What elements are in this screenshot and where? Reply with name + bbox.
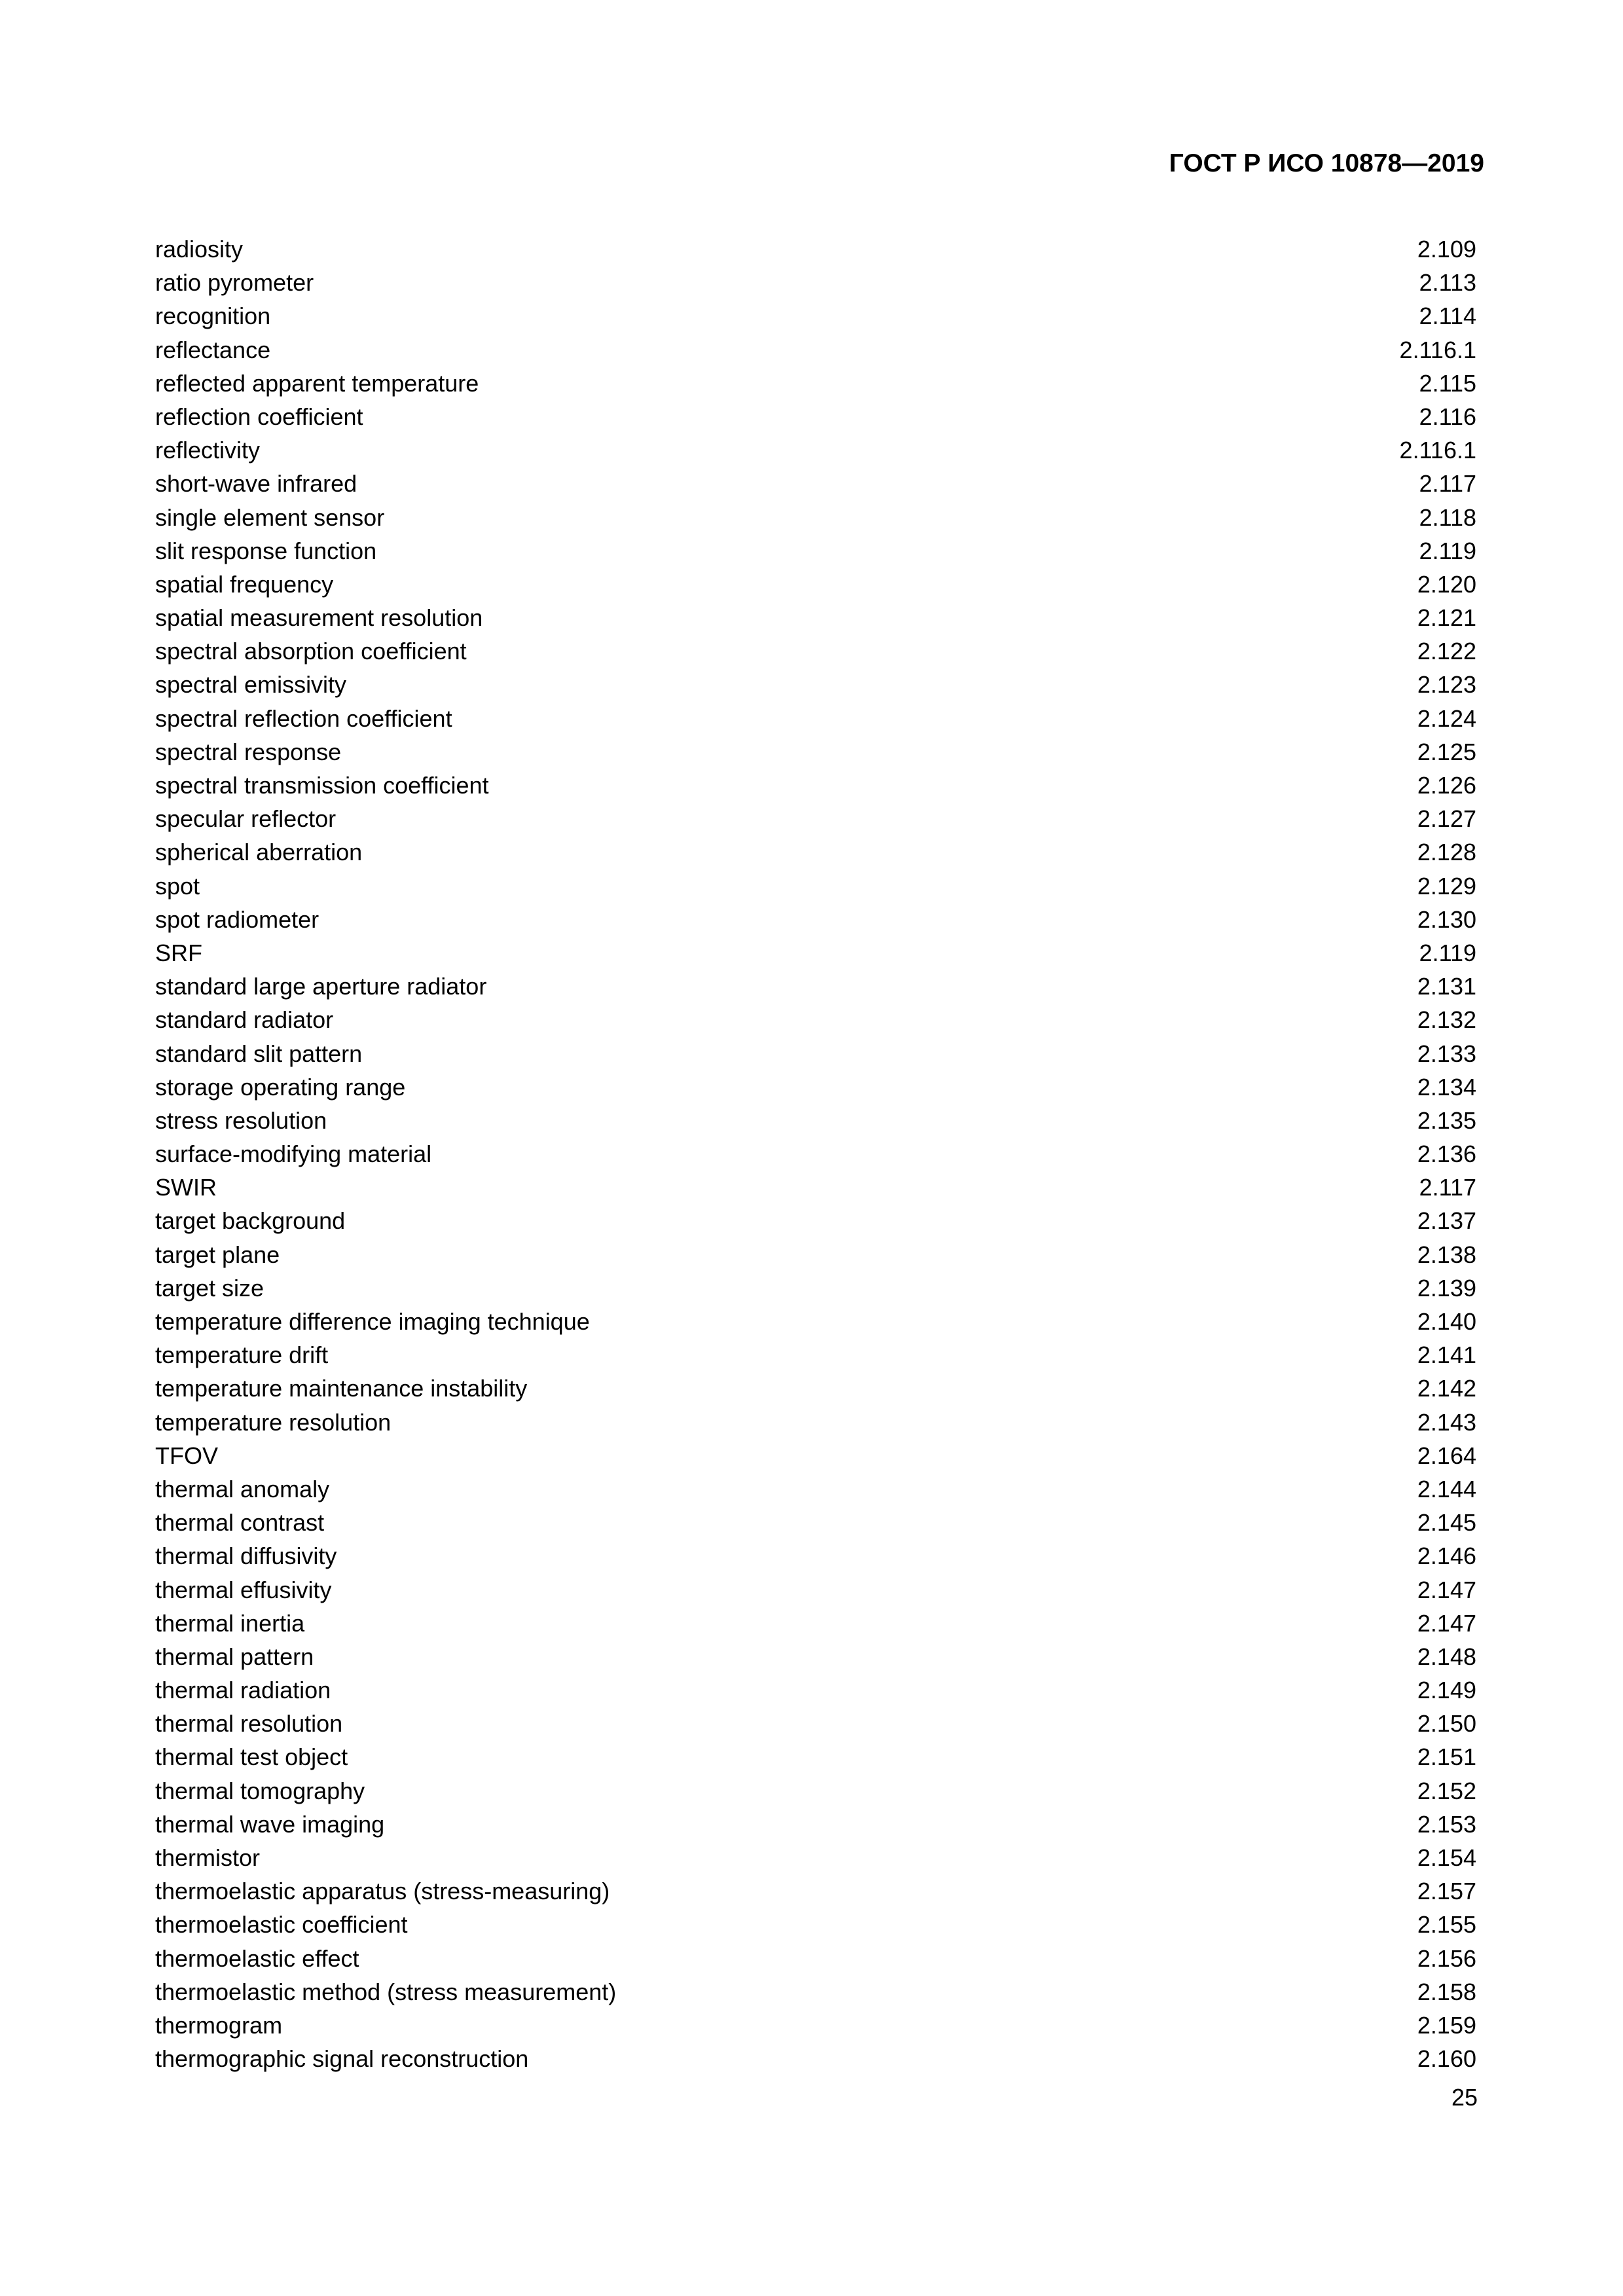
index-term: reflectivity xyxy=(155,437,261,464)
index-term-reference: 2.141 xyxy=(1417,1341,1476,1369)
index-row xyxy=(155,1539,1476,1573)
index-row xyxy=(155,1406,1476,1439)
index-row xyxy=(155,568,1476,601)
index-term: SWIR xyxy=(155,1174,217,1201)
index-term: spectral absorption coefficient xyxy=(155,638,467,665)
index-term: spherical aberration xyxy=(155,839,363,866)
index-term-reference: 2.143 xyxy=(1417,1408,1476,1436)
index-row xyxy=(155,601,1476,634)
index-term: specular reflector xyxy=(155,805,337,833)
page-number: 25 xyxy=(1451,2084,1478,2111)
index-term-reference: 2.113 xyxy=(1419,269,1476,297)
index-term-reference: 2.122 xyxy=(1417,638,1476,665)
index-term-reference: 2.158 xyxy=(1417,1978,1476,2005)
index-row xyxy=(155,467,1476,500)
index-term-reference: 2.128 xyxy=(1417,839,1476,866)
index-row xyxy=(155,367,1476,400)
index-term: standard large aperture radiator xyxy=(155,973,487,1000)
index-term-reference: 2.119 xyxy=(1419,537,1476,564)
index-row xyxy=(155,1673,1476,1707)
index-term-reference: 2.132 xyxy=(1417,1006,1476,1034)
index-term-reference: 2.144 xyxy=(1417,1475,1476,1503)
index-term-reference: 2.145 xyxy=(1417,1509,1476,1537)
index-row xyxy=(155,1171,1476,1204)
index-term-reference: 2.140 xyxy=(1417,1308,1476,1335)
index-term: thermogram xyxy=(155,2011,283,2039)
index-term: short-wave infrared xyxy=(155,470,357,498)
index-term: temperature resolution xyxy=(155,1408,392,1436)
index-term-reference: 2.126 xyxy=(1417,772,1476,799)
index-term-reference: 2.130 xyxy=(1417,905,1476,933)
index-term: spectral emissivity xyxy=(155,671,347,699)
alphabetical-index-list xyxy=(155,232,1476,2075)
index-term: radiosity xyxy=(155,236,244,263)
index-row xyxy=(155,2042,1476,2075)
index-term-reference: 2.131 xyxy=(1417,973,1476,1000)
index-term-reference: 2.147 xyxy=(1417,1576,1476,1603)
index-term-reference: 2.164 xyxy=(1417,1442,1476,1469)
index-term: target background xyxy=(155,1207,346,1235)
index-row xyxy=(155,1975,1476,2009)
index-term-reference: 2.134 xyxy=(1417,1073,1476,1101)
index-row xyxy=(155,769,1476,802)
index-row xyxy=(155,1137,1476,1171)
index-term-reference: 2.123 xyxy=(1417,671,1476,699)
index-term: thermal resolution xyxy=(155,1710,343,1738)
index-row xyxy=(155,1472,1476,1506)
index-term-reference: 2.117 xyxy=(1419,470,1476,498)
index-term-reference: 2.125 xyxy=(1417,738,1476,765)
index-term-reference: 2.156 xyxy=(1417,1944,1476,1972)
index-row xyxy=(155,1573,1476,1607)
index-term: storage operating range xyxy=(155,1073,406,1101)
index-row xyxy=(155,1942,1476,1975)
index-term: TFOV xyxy=(155,1442,218,1469)
index-term: ratio pyrometer xyxy=(155,269,314,297)
index-term: reflectance xyxy=(155,336,271,363)
index-row xyxy=(155,1204,1476,1237)
index-row xyxy=(155,232,1476,266)
index-term: thermoelastic coefficient xyxy=(155,1911,408,1939)
index-term-reference: 2.139 xyxy=(1417,1274,1476,1302)
index-term: thermoelastic method (stress measurement) xyxy=(155,1978,617,2005)
index-term-reference: 2.116.1 xyxy=(1399,336,1476,363)
index-row xyxy=(155,668,1476,701)
index-term-reference: 2.138 xyxy=(1417,1241,1476,1268)
index-term: reflected apparent temperature xyxy=(155,369,479,397)
index-term-reference: 2.159 xyxy=(1417,2011,1476,2039)
index-row xyxy=(155,1841,1476,1874)
index-term: thermal anomaly xyxy=(155,1475,330,1503)
index-term-reference: 2.151 xyxy=(1417,1743,1476,1771)
index-row xyxy=(155,1439,1476,1472)
index-term: thermographic signal reconstruction xyxy=(155,2045,529,2073)
index-term: thermistor xyxy=(155,1844,261,1871)
index-row xyxy=(155,1037,1476,1070)
index-term-reference: 2.146 xyxy=(1417,1542,1476,1570)
index-term: spot xyxy=(155,872,200,900)
index-row xyxy=(155,1271,1476,1305)
index-row xyxy=(155,299,1476,333)
index-term-reference: 2.133 xyxy=(1417,1040,1476,1067)
index-term-reference: 2.127 xyxy=(1417,805,1476,833)
index-row xyxy=(155,1707,1476,1740)
index-term-reference: 2.129 xyxy=(1417,872,1476,900)
index-row xyxy=(155,1506,1476,1539)
index-term-reference: 2.135 xyxy=(1417,1106,1476,1134)
index-term: temperature maintenance instability xyxy=(155,1375,528,1402)
index-term: target plane xyxy=(155,1241,280,1268)
index-term: spatial measurement resolution xyxy=(155,604,483,632)
index-term-reference: 2.124 xyxy=(1417,704,1476,732)
index-term-reference: 2.153 xyxy=(1417,1810,1476,1838)
index-row xyxy=(155,1774,1476,1808)
index-term-reference: 2.150 xyxy=(1417,1710,1476,1738)
index-row xyxy=(155,903,1476,936)
index-row xyxy=(155,333,1476,367)
index-term-reference: 2.147 xyxy=(1417,1609,1476,1637)
index-term-reference: 2.116.1 xyxy=(1399,437,1476,464)
index-term-reference: 2.152 xyxy=(1417,1777,1476,1804)
index-term: stress resolution xyxy=(155,1106,327,1134)
index-term-reference: 2.160 xyxy=(1417,2045,1476,2073)
index-row xyxy=(155,400,1476,433)
index-term-reference: 2.157 xyxy=(1417,1878,1476,1905)
index-term-reference: 2.119 xyxy=(1419,939,1476,966)
index-term-reference: 2.120 xyxy=(1417,570,1476,598)
index-term-reference: 2.137 xyxy=(1417,1207,1476,1235)
index-row xyxy=(155,534,1476,568)
index-term: slit response function xyxy=(155,537,377,564)
index-row xyxy=(155,1874,1476,1908)
index-term: thermal pattern xyxy=(155,1643,314,1670)
index-row xyxy=(155,1238,1476,1271)
index-row xyxy=(155,802,1476,835)
index-row xyxy=(155,936,1476,970)
index-row xyxy=(155,1607,1476,1640)
index-row xyxy=(155,1808,1476,1841)
index-term: target size xyxy=(155,1274,264,1302)
index-term: spectral transmission coefficient xyxy=(155,772,489,799)
index-term: single element sensor xyxy=(155,503,385,531)
index-term-reference: 2.114 xyxy=(1419,302,1476,330)
index-row xyxy=(155,433,1476,467)
index-term: SRF xyxy=(155,939,202,966)
index-term: standard slit pattern xyxy=(155,1040,363,1067)
index-term: thermoelastic apparatus (stress-measuring) xyxy=(155,1878,610,1905)
index-term-reference: 2.109 xyxy=(1417,236,1476,263)
index-term-reference: 2.149 xyxy=(1417,1677,1476,1704)
index-row xyxy=(155,1740,1476,1774)
index-term-reference: 2.121 xyxy=(1417,604,1476,632)
index-term: surface-modifying material xyxy=(155,1140,432,1168)
index-term: recognition xyxy=(155,302,271,330)
index-row xyxy=(155,266,1476,299)
index-term-reference: 2.155 xyxy=(1417,1911,1476,1939)
document-header-standard-id: ГОСТ Р ИСО 10878—2019 xyxy=(1169,149,1484,177)
index-row xyxy=(155,1003,1476,1036)
index-row xyxy=(155,1104,1476,1137)
index-row xyxy=(155,1070,1476,1104)
index-row xyxy=(155,1640,1476,1673)
index-term: thermal tomography xyxy=(155,1777,365,1804)
index-term: spectral reflection coefficient xyxy=(155,704,452,732)
index-term: thermal test object xyxy=(155,1743,348,1771)
index-row xyxy=(155,2009,1476,2042)
index-term-reference: 2.117 xyxy=(1419,1174,1476,1201)
index-row xyxy=(155,634,1476,668)
index-term-reference: 2.115 xyxy=(1419,369,1476,397)
index-row xyxy=(155,1305,1476,1338)
index-term: temperature drift xyxy=(155,1341,329,1369)
index-term: thermal diffusivity xyxy=(155,1542,337,1570)
index-row xyxy=(155,1338,1476,1372)
index-row xyxy=(155,501,1476,534)
index-term: reflection coefficient xyxy=(155,403,363,430)
index-term-reference: 2.154 xyxy=(1417,1844,1476,1871)
index-term-reference: 2.116 xyxy=(1419,403,1476,430)
index-term: temperature difference imaging technique xyxy=(155,1308,590,1335)
index-row xyxy=(155,970,1476,1003)
index-term: thermal effusivity xyxy=(155,1576,332,1603)
index-term: spectral response xyxy=(155,738,342,765)
index-term-reference: 2.118 xyxy=(1419,503,1476,531)
index-term: spot radiometer xyxy=(155,905,319,933)
index-term: thermal inertia xyxy=(155,1609,305,1637)
index-row xyxy=(155,835,1476,869)
index-row xyxy=(155,1908,1476,1941)
index-row xyxy=(155,702,1476,735)
index-term: thermal wave imaging xyxy=(155,1810,385,1838)
index-term: standard radiator xyxy=(155,1006,334,1034)
index-term: thermal contrast xyxy=(155,1509,325,1537)
index-term-reference: 2.142 xyxy=(1417,1375,1476,1402)
index-term-reference: 2.136 xyxy=(1417,1140,1476,1168)
index-term-reference: 2.148 xyxy=(1417,1643,1476,1670)
index-term: thermoelastic effect xyxy=(155,1944,359,1972)
index-term: spatial frequency xyxy=(155,570,334,598)
index-term: thermal radiation xyxy=(155,1677,331,1704)
index-row xyxy=(155,869,1476,903)
index-row xyxy=(155,1372,1476,1405)
index-row xyxy=(155,735,1476,769)
